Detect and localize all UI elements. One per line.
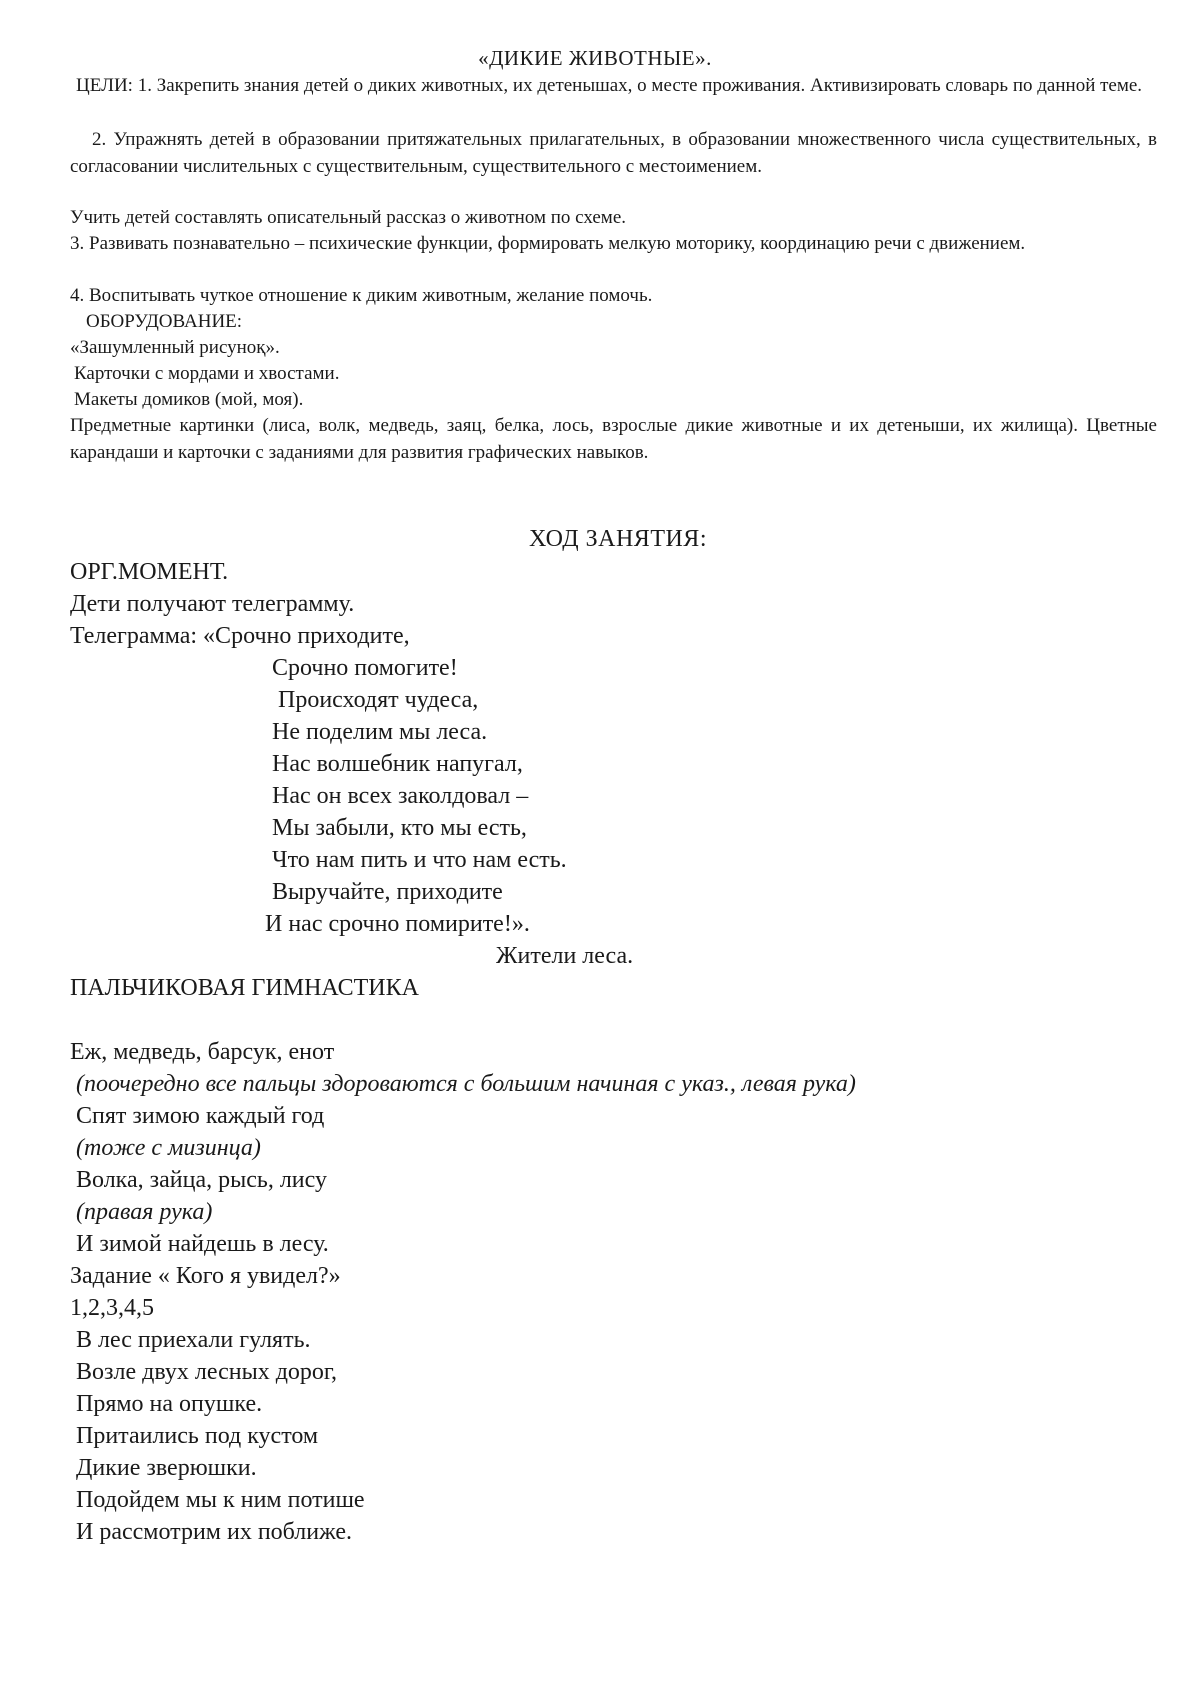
telegram-line: Нас волшебник напугал, (272, 751, 523, 777)
gymnastics-line: Спят зимою каждый год (76, 1103, 325, 1129)
equipment-item: Макеты домиков (мой, моя). (74, 389, 304, 410)
telegram-intro: Дети получают телеграмму. (70, 591, 355, 617)
telegram-signature: Жители леса. (496, 943, 634, 969)
telegram-line: Происходят чудеса, (278, 687, 479, 713)
poem-line: Дикие зверюшки. (76, 1455, 257, 1481)
goal-3: Учить детей составлять описательный рассказ о животном по схеме. (70, 207, 627, 228)
page-title: «ДИКИЕ ЖИВОТНЫЕ». (478, 46, 712, 70)
telegram-line: Не поделим мы леса. (272, 719, 488, 745)
poem-line: Притаились под кустом (76, 1423, 319, 1449)
poem-line: Прямо на опушке. (76, 1391, 263, 1417)
telegram-line: Что нам пить и что нам есть. (272, 847, 567, 873)
gymnastics-note: (правая рука) (76, 1199, 213, 1225)
gymnastics-heading: ПАЛЬЧИКОВАЯ ГИМНАСТИКА (70, 975, 419, 1001)
equipment-item: «Зашумленный рисуноқ». (70, 337, 280, 358)
lesson-heading: ХОД ЗАНЯТИЯ: (529, 526, 707, 552)
poem-line: И рассмотрим их поближе. (76, 1519, 353, 1545)
org-moment: ОРГ.МОМЕНТ. (70, 559, 229, 585)
gymnastics-note: (тоже с мизинца) (76, 1135, 261, 1161)
goal-4: 3. Развивать познавательно – психические функции, формировать мелкую моторику, координацию речи с движением. (70, 233, 1026, 254)
gymnastics-line: Волка, зайца, рысь, лису (76, 1167, 327, 1193)
poem-line: В лес приехали гулять. (76, 1327, 311, 1353)
telegram-line: Выручайте, приходите (272, 879, 503, 905)
task-heading: Задание « Кого я увидел?» (70, 1263, 341, 1289)
gymnastics-note: (поочередно все пальцы здороваются с большим начиная с указ., левая рука) (76, 1071, 856, 1097)
telegram-line: Мы забыли, кто мы есть, (272, 815, 527, 841)
poem-line: Подойдем мы к ним потише (76, 1487, 365, 1513)
poem-line: Возле двух лесных дорог, (76, 1359, 338, 1385)
gymnastics-line: Еж, медведь, барсук, енот (70, 1039, 335, 1065)
goal-5: 4. Воспитывать чуткое отношение к диким животным, желание помочь. (70, 285, 653, 306)
count-line: 1,2,3,4,5 (70, 1295, 154, 1321)
goal-1: ЦЕЛИ: 1. Закрепить знания детей о диких животных, их детенышах, о месте проживания. Активизировать словарь по данной теме. (76, 75, 1143, 96)
telegram-line: И нас срочно помирите!». (265, 911, 530, 937)
equipment-item: Предметные картинки (лиса, волк, медведь, заяц, белка, лось, взрослые дикие животные и их детеныши, их жилища). Цветные карандаши и карточки с заданиями для развития графических навыков. (70, 415, 1157, 463)
gymnastics-line: И зимой найдешь в лесу. (76, 1231, 329, 1257)
telegram-line: Нас он всех заколдовал – (272, 783, 529, 809)
equipment-heading: ОБОРУДОВАНИЕ: (86, 311, 243, 332)
telegram-line: Срочно помогите! (272, 655, 458, 681)
goal-2: 2. Упражнять детей в образовании притяжательных прилагательных, в образовании множественного числа существительных, в согласовании числительных с существительным, существительного с местоимением. (70, 129, 1157, 177)
equipment-item: Карточки с мордами и хвостами. (74, 363, 340, 384)
telegram-first-line: Телеграмма: «Срочно приходите, (70, 623, 410, 649)
